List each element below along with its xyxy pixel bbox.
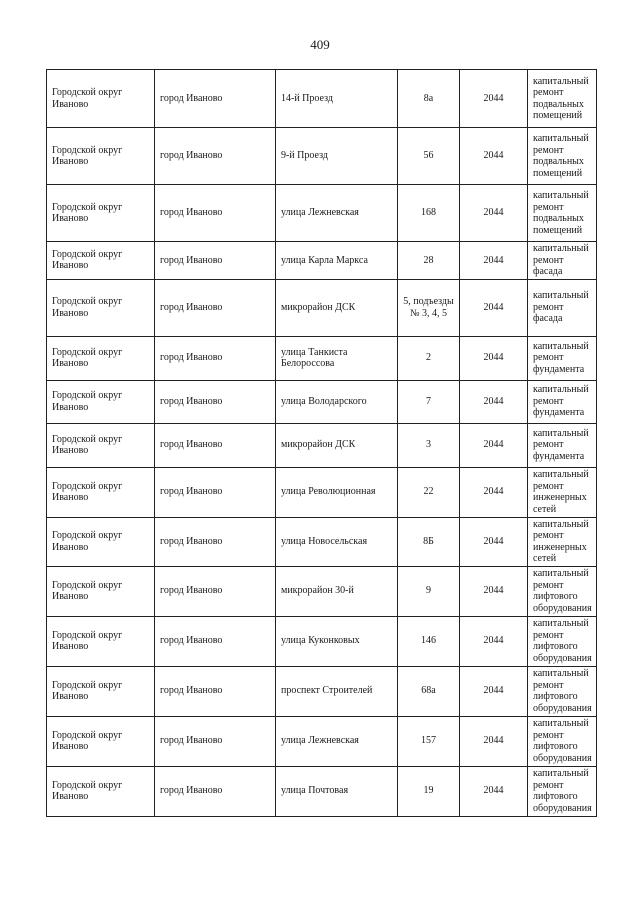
work-cell: капитальный ремонт лифтового оборудования xyxy=(528,766,597,816)
street-cell: проспект Строителей xyxy=(276,666,398,716)
year-cell: 2044 xyxy=(460,185,528,242)
table-row xyxy=(47,185,597,242)
year-cell: 2044 xyxy=(460,716,528,766)
table-row xyxy=(47,616,597,666)
okrug-cell: Городской округ Иваново xyxy=(47,766,155,816)
okrug-cell: Городской округ Иваново xyxy=(47,666,155,716)
page-number: 409 xyxy=(310,37,330,52)
city-cell: город Иваново xyxy=(155,616,276,666)
year-cell: 2044 xyxy=(460,616,528,666)
street-cell: 14-й Проезд xyxy=(276,70,398,128)
house-cell: 2 xyxy=(398,336,460,380)
okrug-cell: Городской округ Иваново xyxy=(47,423,155,467)
city-cell: город Иваново xyxy=(155,467,276,517)
work-cell: капитальный ремонт подвальных помещений xyxy=(528,185,597,242)
city-cell: город Иваново xyxy=(155,566,276,616)
okrug-cell: Городской округ Иваново xyxy=(47,242,155,280)
year-cell: 2044 xyxy=(460,380,528,423)
table-row xyxy=(47,467,597,517)
city-cell: город Иваново xyxy=(155,423,276,467)
work-cell: капитальный ремонт инженерных сетей xyxy=(528,467,597,517)
house-cell: 146 xyxy=(398,616,460,666)
house-cell: 22 xyxy=(398,467,460,517)
year-cell: 2044 xyxy=(460,70,528,128)
city-cell: город Иваново xyxy=(155,70,276,128)
work-cell: капитальный ремонт фундамента xyxy=(528,423,597,467)
okrug-cell: Городской округ Иваново xyxy=(47,566,155,616)
house-cell: 9 xyxy=(398,566,460,616)
okrug-cell: Городской округ Иваново xyxy=(47,517,155,566)
work-cell: капитальный ремонт фасада xyxy=(528,242,597,280)
city-cell: город Иваново xyxy=(155,185,276,242)
year-cell: 2044 xyxy=(460,666,528,716)
house-cell: 5, подъезды № 3, 4, 5 xyxy=(398,279,460,336)
city-cell: город Иваново xyxy=(155,279,276,336)
house-cell: 56 xyxy=(398,128,460,185)
year-cell: 2044 xyxy=(460,517,528,566)
table-row xyxy=(47,517,597,566)
okrug-cell: Городской округ Иваново xyxy=(47,279,155,336)
table-row xyxy=(47,566,597,616)
work-cell: капитальный ремонт подвальных помещений xyxy=(528,128,597,185)
year-cell: 2044 xyxy=(460,566,528,616)
house-cell: 19 xyxy=(398,766,460,816)
year-cell: 2044 xyxy=(460,336,528,380)
house-cell: 68а xyxy=(398,666,460,716)
street-cell: улица Карла Маркса xyxy=(276,242,398,280)
okrug-cell: Городской округ Иваново xyxy=(47,185,155,242)
table-row xyxy=(47,336,597,380)
city-cell: город Иваново xyxy=(155,766,276,816)
okrug-cell: Городской округ Иваново xyxy=(47,716,155,766)
table-row xyxy=(47,666,597,716)
street-cell: улица Лежневская xyxy=(276,716,398,766)
work-cell: капитальный ремонт фасада xyxy=(528,279,597,336)
city-cell: город Иваново xyxy=(155,517,276,566)
street-cell: микрорайон ДСК xyxy=(276,423,398,467)
house-cell: 168 xyxy=(398,185,460,242)
work-cell: капитальный ремонт лифтового оборудования xyxy=(528,716,597,766)
table-row xyxy=(47,766,597,816)
street-cell: улица Почтовая xyxy=(276,766,398,816)
city-cell: город Иваново xyxy=(155,666,276,716)
okrug-cell: Городской округ Иваново xyxy=(47,380,155,423)
house-cell: 8а xyxy=(398,70,460,128)
table-row xyxy=(47,716,597,766)
table-row xyxy=(47,128,597,185)
table-row xyxy=(47,242,597,280)
table-row xyxy=(47,380,597,423)
city-cell: город Иваново xyxy=(155,128,276,185)
work-cell: капитальный ремонт подвальных помещений xyxy=(528,70,597,128)
city-cell: город Иваново xyxy=(155,242,276,280)
okrug-cell: Городской округ Иваново xyxy=(47,128,155,185)
street-cell: улица Революционная xyxy=(276,467,398,517)
street-cell: улица Лежневская xyxy=(276,185,398,242)
street-cell: улица Куконковых xyxy=(276,616,398,666)
work-cell: капитальный ремонт лифтового оборудования xyxy=(528,566,597,616)
house-cell: 28 xyxy=(398,242,460,280)
table-row xyxy=(47,70,597,128)
okrug-cell: Городской округ Иваново xyxy=(47,616,155,666)
work-cell: капитальный ремонт инженерных сетей xyxy=(528,517,597,566)
city-cell: город Иваново xyxy=(155,716,276,766)
work-cell: капитальный ремонт лифтового оборудования xyxy=(528,616,597,666)
year-cell: 2044 xyxy=(460,766,528,816)
okrug-cell: Городской округ Иваново xyxy=(47,467,155,517)
work-cell: капитальный ремонт фундамента xyxy=(528,336,597,380)
street-cell: улица Новосельская xyxy=(276,517,398,566)
street-cell: улица Танкиста Белороссова xyxy=(276,336,398,380)
house-cell: 8Б xyxy=(398,517,460,566)
house-cell: 157 xyxy=(398,716,460,766)
city-cell: город Иваново xyxy=(155,380,276,423)
repair-register-table xyxy=(46,69,597,817)
house-cell: 7 xyxy=(398,380,460,423)
city-cell: город Иваново xyxy=(155,336,276,380)
year-cell: 2044 xyxy=(460,467,528,517)
table-row xyxy=(47,279,597,336)
year-cell: 2044 xyxy=(460,279,528,336)
year-cell: 2044 xyxy=(460,423,528,467)
street-cell: улица Володарского xyxy=(276,380,398,423)
street-cell: 9-й Проезд xyxy=(276,128,398,185)
year-cell: 2044 xyxy=(460,242,528,280)
house-cell: 3 xyxy=(398,423,460,467)
work-cell: капитальный ремонт фундамента xyxy=(528,380,597,423)
year-cell: 2044 xyxy=(460,128,528,185)
okrug-cell: Городской округ Иваново xyxy=(47,336,155,380)
work-cell: капитальный ремонт лифтового оборудования xyxy=(528,666,597,716)
table-row xyxy=(47,423,597,467)
street-cell: микрорайон 30-й xyxy=(276,566,398,616)
street-cell: микрорайон ДСК xyxy=(276,279,398,336)
okrug-cell: Городской округ Иваново xyxy=(47,70,155,128)
